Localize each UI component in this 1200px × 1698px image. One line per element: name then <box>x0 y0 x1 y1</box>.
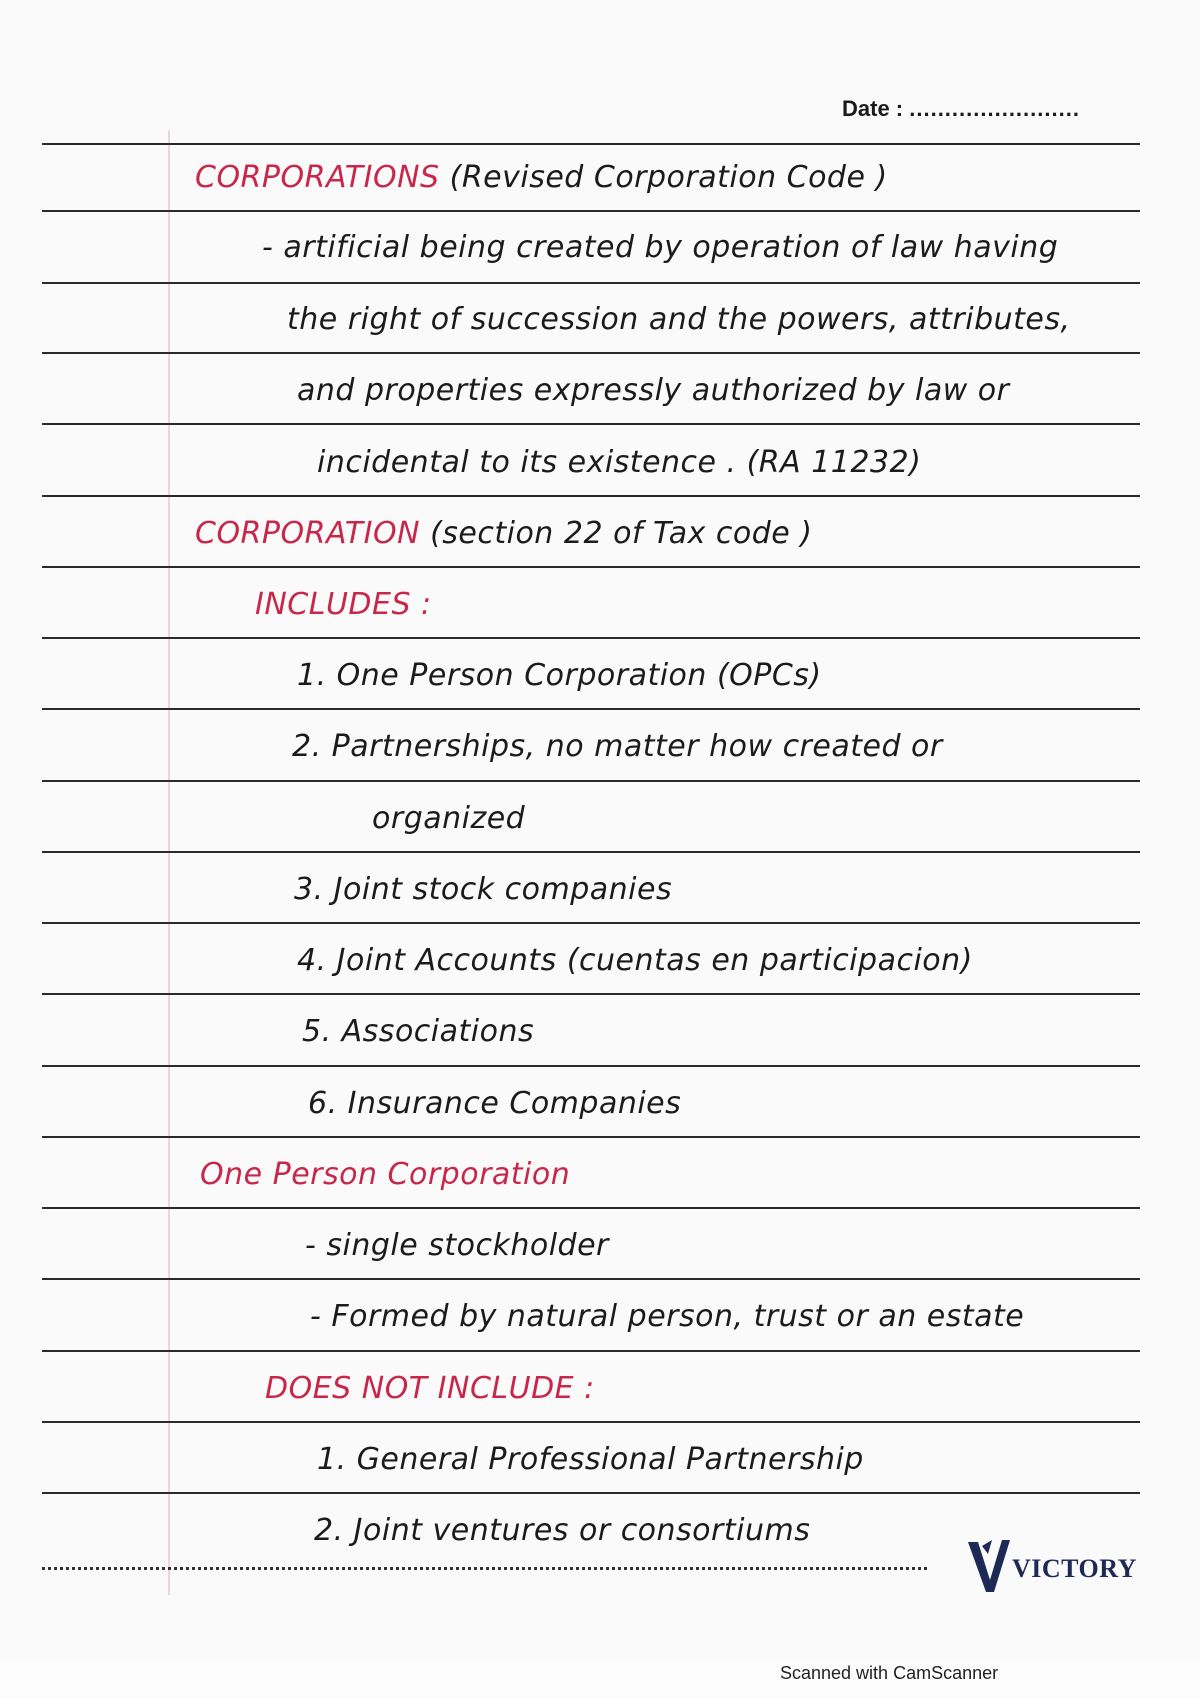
ruled-line <box>42 495 1140 497</box>
heading-corporation <box>195 516 812 551</box>
ruled-line <box>42 637 1140 639</box>
list-item: 1. One Person Corporation (OPCs) <box>297 658 822 693</box>
ruled-line <box>42 1350 1140 1352</box>
list-item-continued: organized <box>372 801 526 836</box>
subheading-does-not-include: DOES NOT INCLUDE : <box>265 1371 595 1406</box>
list-item: 6. Insurance Companies <box>308 1086 682 1121</box>
heading-corporations <box>195 160 888 195</box>
note-line: incidental to its existence . (RA 11232) <box>317 445 922 480</box>
ruled-line <box>42 1065 1140 1067</box>
list-item: 1. General Professional Partnership <box>317 1442 864 1477</box>
heading-corporations-label: CORPORATIONS <box>195 160 440 195</box>
note-line: - single stockholder <box>305 1228 609 1263</box>
ruled-line <box>42 708 1140 710</box>
date-blank: ........................ <box>909 96 1080 121</box>
date-label: Date : <box>842 96 904 121</box>
heading-opc: One Person Corporation <box>200 1157 571 1192</box>
ruled-line <box>42 1492 1140 1494</box>
note-line: - Formed by natural person, trust or an estate <box>310 1299 1025 1334</box>
ruled-line <box>42 922 1140 924</box>
ruled-line <box>42 143 1140 145</box>
ruled-line <box>42 423 1140 425</box>
subheading-includes: INCLUDES : <box>255 587 432 622</box>
ruled-line-dotted <box>42 1567 927 1570</box>
ruled-line <box>42 851 1140 853</box>
list-item: 4. Joint Accounts (cuentas en participacion) <box>297 943 973 978</box>
victory-v-icon <box>964 1536 1014 1596</box>
list-item: 5. Associations <box>302 1014 535 1049</box>
list-item: 3. Joint stock companies <box>294 872 673 907</box>
ruled-line <box>42 282 1140 284</box>
ruled-line <box>42 210 1140 212</box>
ruled-line <box>42 1207 1140 1209</box>
note-line: - artificial being created by operation of law having <box>262 230 1059 265</box>
victory-logo-text: VICTORY <box>1012 1554 1137 1583</box>
ruled-line <box>42 993 1140 995</box>
list-item: 2. Partnerships, no matter how created or <box>292 729 943 764</box>
list-item: 2. Joint ventures or consortiums <box>314 1513 811 1548</box>
ruled-line <box>42 1421 1140 1423</box>
scanner-watermark: Scanned with CamScanner <box>780 1663 999 1683</box>
heading-corporation-note: (section 22 of Tax code ) <box>420 516 813 551</box>
date-field <box>842 96 1080 122</box>
ruled-line <box>42 1278 1140 1280</box>
ruled-line <box>42 352 1140 354</box>
margin-line <box>168 130 170 1595</box>
ruled-line <box>42 566 1140 568</box>
heading-corporations-note: (Revised Corporation Code ) <box>439 160 888 195</box>
note-line: and properties expressly authorized by law or <box>297 373 1010 408</box>
ruled-line <box>42 1136 1140 1138</box>
ruled-line <box>42 780 1140 782</box>
heading-corporation-label: CORPORATION <box>195 516 421 551</box>
note-line: the right of succession and the powers, attributes, <box>287 302 1071 337</box>
victory-logo <box>964 1536 1137 1596</box>
